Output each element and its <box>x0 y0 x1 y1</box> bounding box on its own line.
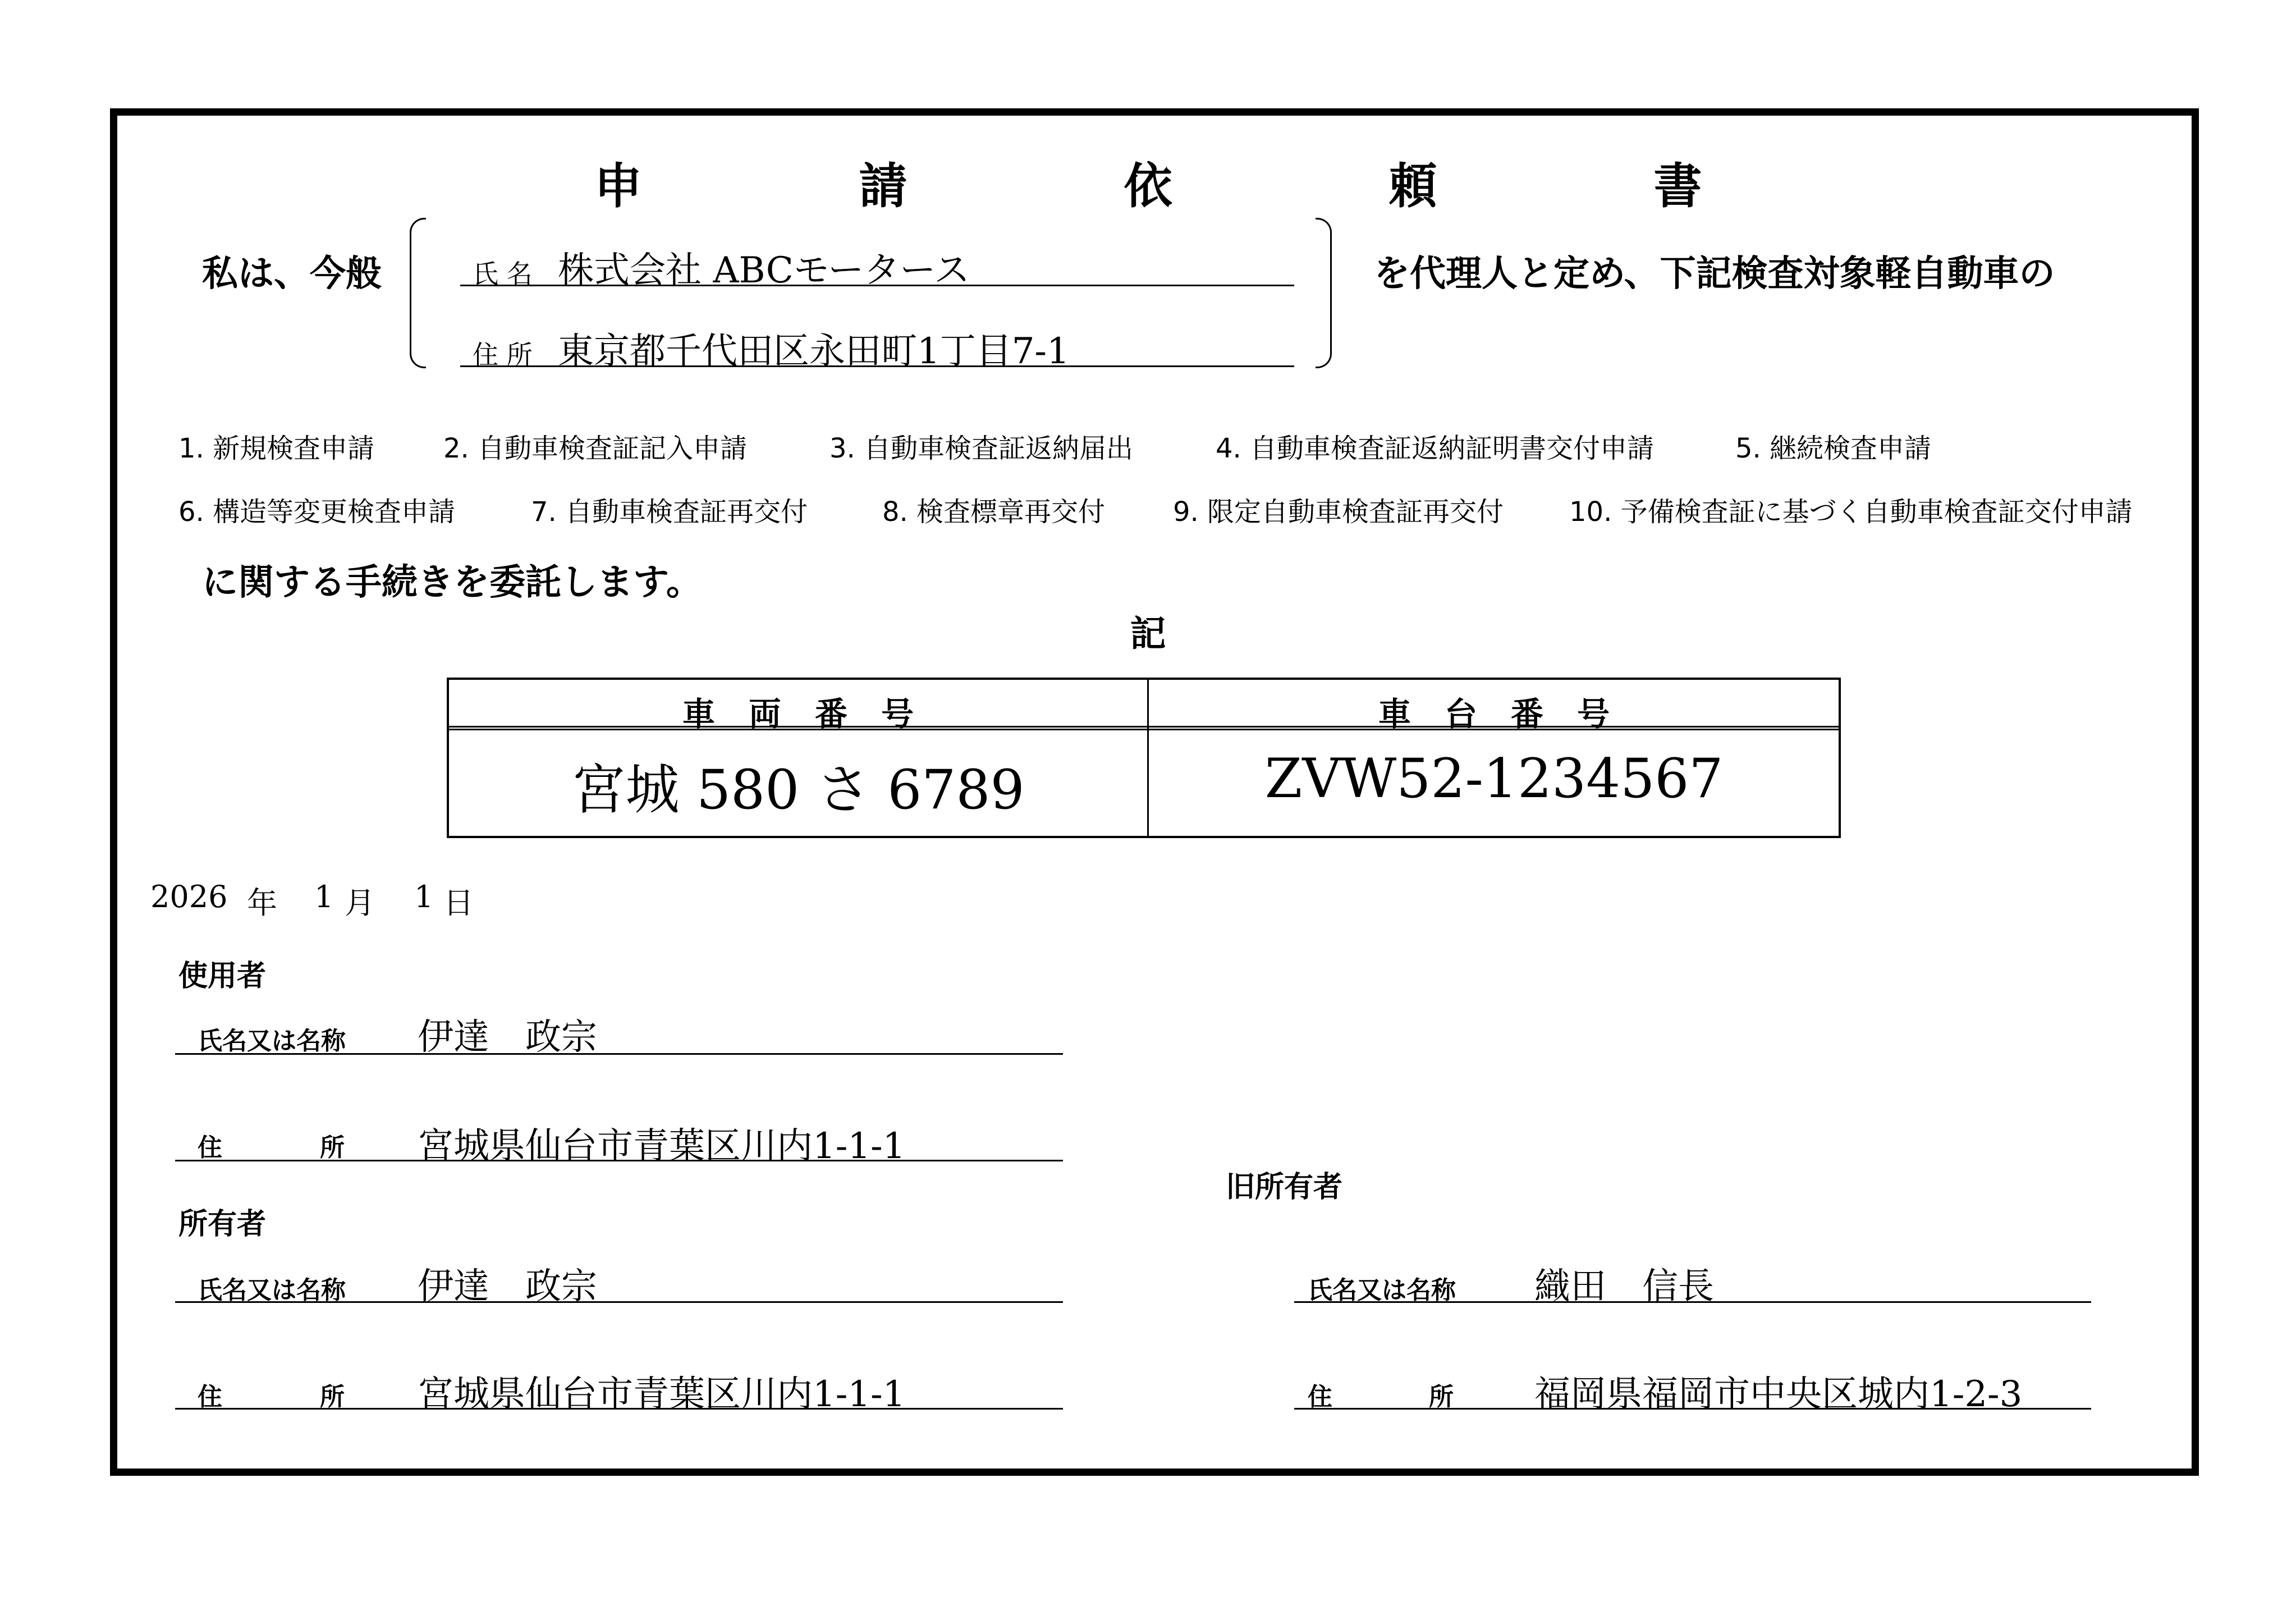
date-year: 2026 <box>150 879 228 914</box>
owner-address-label: 所 <box>320 1383 345 1411</box>
procedure-item: 9. 限定自動車検査証再交付 <box>1173 496 1504 528</box>
previous-owner-name: 織田 信長 <box>1534 1266 1714 1307</box>
user-address-label: 住 <box>198 1133 222 1162</box>
user-name: 伊達 政宗 <box>418 1017 597 1058</box>
previous-owner-name-label: 氏名又は名称 <box>1308 1276 1456 1305</box>
previous-owner-name-underline <box>1294 1301 2091 1303</box>
right-brace <box>1316 218 1332 368</box>
intro-suffix: を代理人と定め、下記検査対象軽自動車の <box>1374 253 2055 295</box>
date-year-unit: 年 <box>247 885 277 921</box>
user-address-label: 所 <box>320 1133 345 1162</box>
previous-owner-address-label: 所 <box>1429 1383 1454 1411</box>
agent-address-label: 住 所 <box>473 340 533 370</box>
procedure-item: 1. 新規検査申請 <box>178 433 375 464</box>
procedure-item: 7. 自動車検査証再交付 <box>531 496 808 528</box>
chassis-number-value: ZVW52-1234567 <box>1264 747 1724 810</box>
owner-address-label: 住 <box>198 1383 222 1411</box>
date-month-unit: 月 <box>345 885 375 921</box>
owner-name: 伊達 政宗 <box>418 1266 597 1307</box>
procedure-item: 4. 自動車検査証返納証明書交付申請 <box>1216 433 1655 464</box>
delegation-text: に関する手続きを委託します。 <box>202 562 702 603</box>
plate-number-value: 宮城 580 さ 6789 <box>571 758 1025 821</box>
user-heading: 使用者 <box>178 959 267 993</box>
owner-address-underline <box>175 1408 1063 1410</box>
procedure-item: 2. 自動車検査証記入申請 <box>443 433 748 464</box>
user-address: 宮城県仙台市青葉区川内1-1-1 <box>418 1126 906 1167</box>
previous-owner-address-label: 住 <box>1308 1383 1332 1411</box>
owner-address: 宮城県仙台市青葉区川内1-1-1 <box>418 1374 906 1415</box>
user-address-underline <box>175 1160 1063 1161</box>
previous-owner-address-underline <box>1294 1408 2091 1410</box>
agent-address: 東京都千代田区永田町1丁目7-1 <box>558 331 1070 372</box>
owner-name-underline <box>175 1301 1063 1303</box>
left-brace <box>410 218 426 368</box>
date-day-unit: 日 <box>443 885 474 921</box>
document-title: 申 請 依 頼 書 <box>594 158 1786 214</box>
record-heading: 記 <box>1130 614 1166 655</box>
user-name-label: 氏名又は名称 <box>198 1027 346 1055</box>
previous-owner-address: 福岡県福岡市中央区城内1-2-3 <box>1534 1374 2023 1415</box>
procedure-item: 6. 構造等変更検査申請 <box>178 496 456 528</box>
chassis-number-header: 車台番号 <box>1378 695 1643 733</box>
agent-address-underline <box>460 365 1294 367</box>
procedure-item: 5. 継続検査申請 <box>1735 433 1932 464</box>
agent-name-underline <box>460 285 1294 286</box>
agent-name-label: 氏 名 <box>473 259 533 289</box>
agent-name: 株式会社 ABCモータース <box>558 250 970 291</box>
owner-heading: 所有者 <box>178 1207 267 1241</box>
previous-owner-heading: 旧所有者 <box>1226 1170 1343 1204</box>
date-day: 1 <box>414 879 434 914</box>
vehicle-table <box>447 678 1841 838</box>
date-month: 1 <box>314 879 334 914</box>
owner-name-label: 氏名又は名称 <box>198 1276 346 1305</box>
user-name-underline <box>175 1053 1063 1055</box>
intro-prefix: 私は、今般 <box>202 253 382 295</box>
procedure-item: 8. 検査標章再交付 <box>882 496 1106 528</box>
procedure-item: 10. 予備検査証に基づく自動車検査証交付申請 <box>1569 496 2133 528</box>
procedure-item: 3. 自動車検査証返納届出 <box>830 433 1134 464</box>
plate-number-header: 車両番号 <box>682 695 947 733</box>
